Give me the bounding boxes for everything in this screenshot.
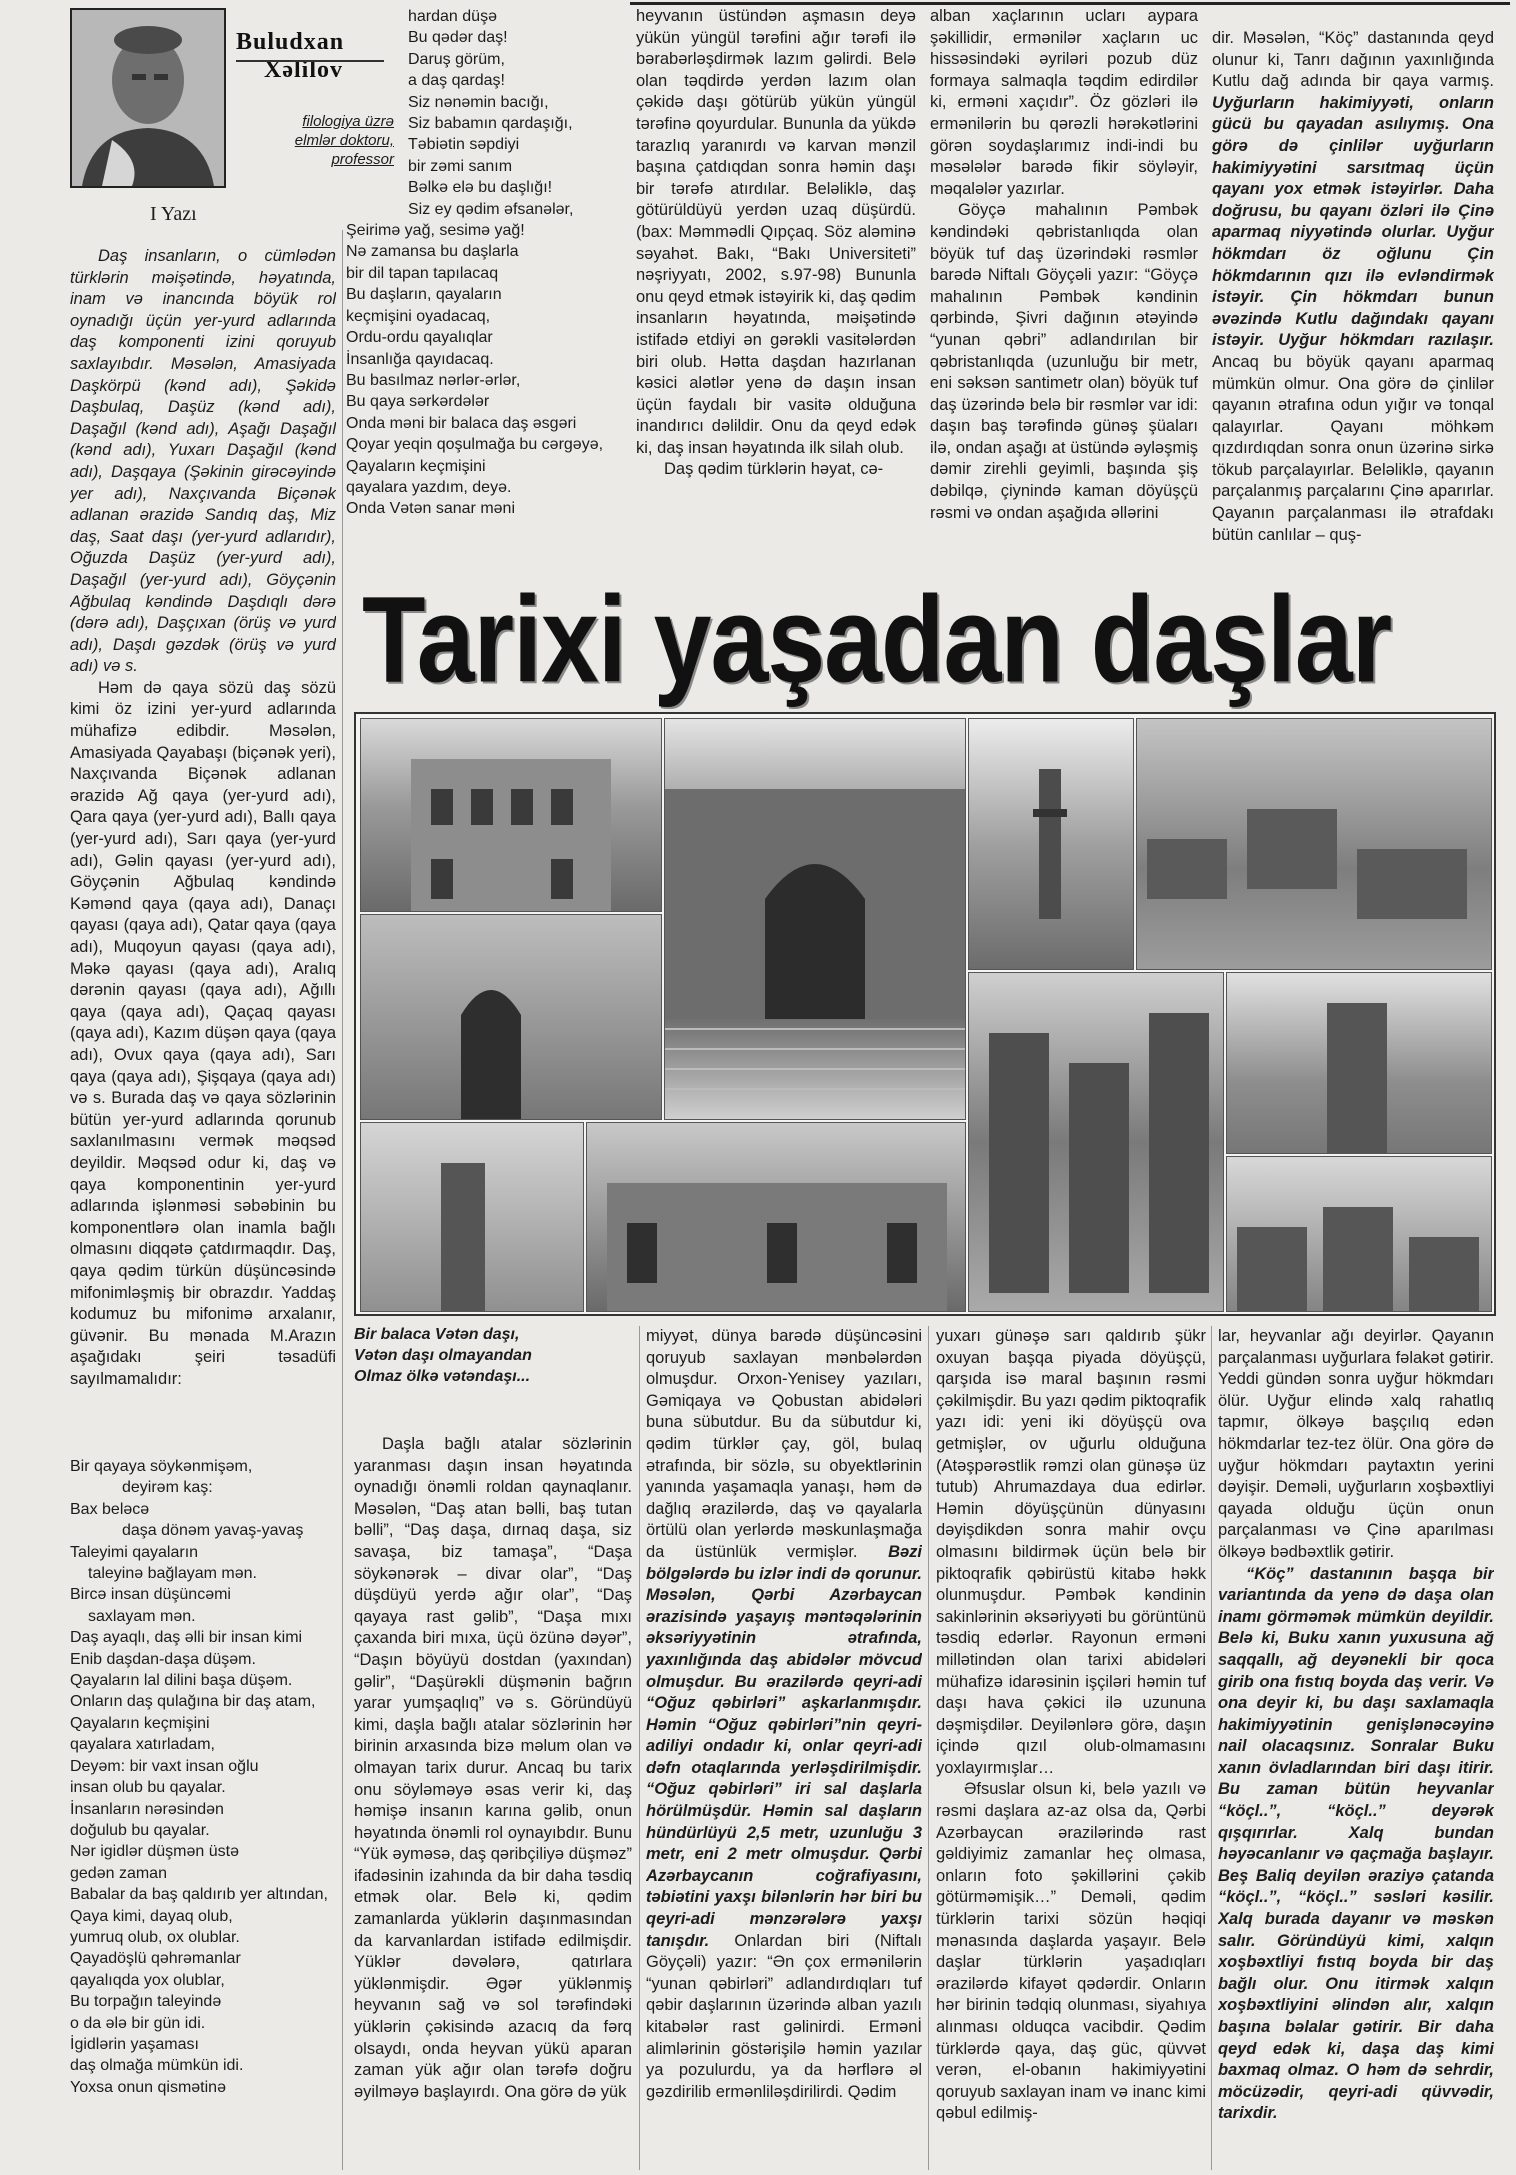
poem-line: Daş ayaqlı, daş əlli bir insan kimi <box>70 1629 303 1647</box>
poem-line: Qayaların keçmişini <box>70 1714 210 1732</box>
poem-line: o da ələ bir gün idi. <box>70 2014 206 2032</box>
poem-line: Təbiətin səpdiyi <box>408 136 520 154</box>
col3b-text-end: Onlardan biri (Niftalı Göyçəli) yazır: “Ən çox ermənilərin “yunan qəbirləri” adlandırdıqları tuf qəbir daşlarının üzərində alban yazılı kitabələr rast gəlinirdi. Ermənİ alimlərinin göstərişilə həmin yazılar ya pozulurdu, ya da hərflərə əl gəzdirilib ermənliləşdirilirdi. Qədim <box>646 1931 922 2101</box>
col3b-text-a: miyyət, dünya barədə düşüncəsini qoruyub saxlayan mənbələrdən olmuşdur. Orxon-Yenisey yazıları, Gəmiqaya və Qobustan abidələri buna sübutdur. Bu da sübutdur ki, qədim türklər çay, göl, bulaq ətrafında, bir sözlə, su obyektlərinin yanında yaşamaqla yanaşı, həm də dağlıq ərazilərdə, daş və qayalarla örtülü olan yerlərdə məskunlaşmağa da üstünlük vermişlər. <box>646 1327 922 1561</box>
poem-line: Babalar da baş qaldırıb yer altından, <box>70 1886 328 1904</box>
poem-line: yumruq olub, ox olublar. <box>70 1928 240 1946</box>
col3-paragraph-2: Daş qədim türklərin həyat, cə- <box>664 460 884 479</box>
column-5-top-text <box>1212 28 1494 548</box>
photo-caption <box>354 1324 654 1387</box>
poem-line: doğulub bu qayalar. <box>70 1821 210 1839</box>
poem-line: Şeirimə yağ, sesimə yağ! <box>346 222 525 240</box>
col1-paragraph-2: Həm də qaya sözü daş sözü kimi öz izini yer-yurd adlarında mühafizə edibdir. Məsələn, Amasiyada Qayabaşı (biçənək yeri), Naxçıvanda Biçənək adlanan ərazidə Ağ qaya (yer-yurd adı), Qara qaya (yer-yurd adı), Ballı qaya (yer-yurd adı), Sarı qaya (yer-yurd adı), Gəlin qayası (yer-yurd adı), Göyçənin Ağbulaq kəndində Kəmənd qaya (qaya adı), Danaçı qayası (qaya adı), Qatar qaya (qaya adı), Muqoyun qayası (qaya adı), Məkə qayası (qaya adı), Aralıq dərənin qayası (qaya adı), Ağıllı qaya (qaya adı), Qaçaq qayası (qaya adı), Kazım düşən qaya (qaya adı), Ovux qaya (qaya adı), Sarı qaya (qaya adı), Şişqaya (qaya adı) və s. Burada daş və qaya sözlərinin bütün yer-yurd adlarında qorunub saxlanılmasını vermək məqsəd deyildir. Məqsəd odur ki, daş və qaya komponentinin yer-yurd adlarında işlənməsi səbəbinin bu komponentlərə olan inamla bağlı olmasını diqqətə çatdırmaqdır. Daş, qaya qədim türkün düşüncəsində mifonimləşmiş bir obrazdır. Yaddaş kodumuz bu mifonimə arxalanır, güvənir. Bu mənada M.Arazın aşağıdakı şeiri təsadüfi sayılmamalıdır: <box>70 678 336 1388</box>
caption-line: Vətən daşı olmayandan <box>354 1347 532 1364</box>
minaret-icon <box>969 719 1133 969</box>
series-label: I Yazı <box>150 203 197 225</box>
poem-line: Bəlkə elə bu daşlığı! <box>408 179 553 197</box>
column-rule <box>639 1326 640 2170</box>
photo-gate <box>664 718 966 1120</box>
poem-line: Bu daşların, qayaların <box>346 286 502 304</box>
headline: Tarixi yaşadan daşlar <box>362 571 1392 709</box>
photo-round-tower <box>360 1122 584 1312</box>
photo-city-buildings <box>968 972 1224 1312</box>
col5b-paragraph-2: “Köç” dastanının başqa bir variantında da yenə də daşa olan inamı görməmək mümkün deyildir. Belə ki, Buku xanın yuxusuna ağ saqqallı, ağ deyənekli bir qoca girib ona fıstıq boyda daş verir. Və ona deyir ki, bu daşı saxlamaqla hakimiyyətinin genişlənəcəyinə nail olacaqsınız. Sonralar Buku xanın övladlarından biri daşı itirir. Bu zaman bütün heyvanlar “köçl..”, “köçl..” deyərək qışqırırlar. Xalq bundan həyəcanlanır və qaçmağa başlayır. Beş Baliq deyilən əraziyə çatanda “köçl..”, “köçl..” səsləri kəsilir. Xalq burada dayanır və məskən salır. Göründüyü kimi, xalqın xoşbəxtliyi fıstıq boyda bir daş bağlı olur. Onu itirmək xalqın xoşbəxtliyini əlindən alır, xalqın başına bəlalar gətirir. Bir daha qeyd edək ki, daşa daş kimi baxmaq olmaz. O həm də sehrdir, möcüzədir, qeyri-adi qüvvədir, tarixdir. <box>1218 1564 1494 2123</box>
poem-line: saxlayam mən. <box>88 1607 196 1625</box>
poem-line: Nə zamansa bu daşlarla <box>346 243 519 261</box>
column-5-bottom-text <box>1218 1326 1494 2168</box>
skyline-icon <box>1227 1157 1491 1311</box>
poem-line: hardan düşə <box>408 8 497 25</box>
poem-line: Ordu-ordu qayalıqlar <box>346 329 493 347</box>
poem-line: Taleyimi qayaların <box>70 1543 199 1561</box>
gate-icon <box>665 719 965 1119</box>
poem-line: Siz babamın qardaşığı, <box>408 115 573 133</box>
poem-line: Bu qədər daş! <box>408 29 508 47</box>
column-3-top-text <box>636 6 916 546</box>
poem-line: keçmişini oyadacaq, <box>346 307 491 325</box>
col3-paragraph-1: heyvanın üstündən aşmasın deyə yükün yüngül tərəfini ağır tərəfi ilə bərabərləşdirmək lazım gəlirdi. Belə olan təqdirdə yerdən lazım olan çəkidə daşı götürüb yükün yüngül tərəfinə qoyurdular. Bununla da yükdə tarazlıq yaranırdı və karvan mənzil başına çatdıqdan sonra həmin daşı bir tərəfə atırdılar. Beləliklə, daş götürüldüyü yerdən uzaq düşürdü. (bax: Məmmədli Qıpçaq. Söz aləminə səyahət. Bakı, “Bakı Universiteti” nəşriyyatı, 2002, s.97-98) Bununla onu qeyd etmək istəyirik ki, daş qədim insanların həyatında, məişətində istifadə etdiyi ən gərəkli vasitələrdən biri olub. Hətta daşdan hazırlanan kəsici alətlər yenə də daşın insan üçün faydalı bir vasitə olduğuna inandırıcı dəlildir. Onu da qeyd edək ki, daş insan həyatında ilk silah olub. <box>636 7 916 457</box>
column-4-top-text <box>930 6 1198 546</box>
poem-line: Bir qayaya söykənmişəm, <box>70 1458 253 1475</box>
poem-line: Bircə insan düşüncəmi <box>70 1586 231 1604</box>
poem-line: bir zəmi sanım <box>408 157 513 175</box>
poem-line: daş olmağa mümkün idi. <box>70 2057 244 2075</box>
author-title-line2: elmlər doktoru, <box>294 132 394 149</box>
poem-line: Siz nənəmin bacığı, <box>408 93 549 111</box>
arch-icon <box>361 915 661 1119</box>
caption-line: Bir balaca Vətən daşı, <box>354 1326 520 1343</box>
author-portrait-icon <box>72 10 224 186</box>
column-rule <box>1211 1326 1212 2170</box>
col4-paragraph-2: Göyçə mahalının Pəmbək kəndindəki qəbristanlıqda olan böyük tuf daş üzərindəki rəsmlər barədə Niftalı Göyçəli yazır: “Göyçə mahalının Pəmbək kəndinin qərbində, Şivri dağının ətəyində “yunan qəbri” adlandırılan bir qəbristanlıqda (uzunluğu bir metr, eni səksən santimetr olan) böyük tuf daş üzərində belə bir rəsmlər var idi: daşın baş tərəfində günəş şüaları ilə, ondan aşağı at üstündə əyləşmiş dəmir zirehli geyimli, başında şiş dəbilqə, çiynində kaman döyüşçü rəsmi və ondan aşağıda əllərini <box>930 201 1198 522</box>
photo-maiden-tower <box>1226 972 1492 1154</box>
caption-line: Olmaz ölkə vətəndaşı... <box>354 1368 531 1385</box>
poem-line: Qayaların lal dilini başa düşəm. <box>70 1672 293 1690</box>
photo-building-1 <box>360 718 662 912</box>
col2-atalar-paragraph: Daşla bağlı atalar sözlərinin yaranması daşın insan həyatında oynadığı önəmli roldan qaynaqlanır. Məsələn, “Daş atan bəlli, baş tutan bəlli”, “Daş daşa, dırnaq daşa, siz savaşa, biz tamaşa”, “Daşa söykənərək – divar olar”, “Daş düşdüyü yerdə ağır olar”, “Daş qayaya rast gəlib”, “Daşa mıxı çaxanda biri mıxa, üçü özünə dəyər”, “Daşın böyüyü dostdan (yaxından) gəlir”, “Daşürəkli düşmənin bağrın yarar yumşaqlıq” və s. Göründüyü kimi, daşla bağlı atalar sözlərinin hər birinin arxasında bizə məlum olan və olmayan tarix durur. Ancaq bu tarix onu söyləməyə əsas verir ki, daş həmişə insanın karına gəlib, onun həyatında önəmli rol oynayıbdır. Bunu “Yük əyməsə, daş qəribçiliyə düşməz” ifadəsinin izahında da bir daha təsdiq etmək olar. Belə ki, qədim zamanlarda yüklərin daşınmasından da karvanlardan istifadə edilmişdir. Yüklər dəvələrə, qatırlara yüklənmişdir. Əgər yüklənmiş heyvanın sağ və sol tərəfindəki yüklərin çəkisində azacıq da fərq olsaydı, onda heyvan yükü aparan zaman yük ağır olan tərəfə doğru əyilməyə başlayırdı. Ona görə də yük <box>354 1435 632 2101</box>
poem-line: Bax beləcə <box>70 1500 150 1518</box>
poem-line: Deyəm: bir vaxt insan oğlu <box>70 1757 259 1775</box>
poem-line: Qayaların keçmişini <box>346 457 486 475</box>
poem-line: deyirəm kaş: <box>122 1479 213 1497</box>
photo-collage <box>354 712 1496 1316</box>
round-tower-icon <box>361 1123 583 1311</box>
poem-line: bir dil tapan tapılacaq <box>346 264 499 282</box>
col4b-paragraph-1: yuxarı günəşə sarı qaldırıb şükr oxuyan başqa piyada döyüşçü, qarşıda isə maral başının rəsmi çəkilmişdir. Bu yazı qədim piktoqrafik yazı idi: yeni iki döyüşçü ova getmişlər, ov uğurlu olduğuna (Atəşpərəstlik rəmzi olan günəşə üz tutub) Ahrumazdaya dua edirlər. Həmin döyüşçünün dünyasını dəyişdikdən sonra mahir ovçu olmasını bildirmək üçün belə bir piktoqrafik qəbirüstü kitabə həkk olunmuşdur. Pəmbək kəndinin sakinlərinin əksəriyyəti bu görüntünü təsdiq edərlər. Rayonun erməni millətindən olan tarixi abidələri mühafizə idarəsinin işçiləri həmin tuf daşı hava çəkici ilə uzununa dəşmişdilər. Deyilənlərə görə, daşın içində qızıl olub-olmamasını yoxlayırmışlar… <box>936 1327 1206 1777</box>
column-3-bottom-text <box>646 1326 922 2168</box>
poem-line: Onda Vətən sanar məni <box>346 500 515 518</box>
col5-text-a: dir. Məsələn, “Köç” dastanında qeyd olunur ki, Tanrı dağının yaxınlığında Kutlu dağ adında bir qaya varmış. <box>1212 29 1494 91</box>
author-name-line2: Xəlilov <box>264 57 343 83</box>
col5b-paragraph-1: lar, heyvanlar ağı deyirlər. Qayanın parçalanması uyğurlara fəlakət gətirir. Yeddi gündən sonra uyğur hökmdarı ölür. Uyğur elində xalq rahatlıq tapmır, ölkəyə başçılıq edən hökmdarlar tez-tez ölür. Ona görə də uyğur hökmdarı paytaxtın yerini dəyişir. Deməli, uyğurların xoşbəxtliyi qayada olduğu üçün onun parçalanması və Çinə aparılması ölkəyə bədbəxtlik gətirir. <box>1218 1327 1494 1561</box>
top-rule <box>630 2 1510 5</box>
column-rule <box>928 1326 929 2170</box>
poem-line: İnsanların nərəsindən <box>70 1800 224 1818</box>
poem-part-1 <box>70 1456 350 2168</box>
poem-line: daşa dönəm yavaş-yavaş <box>122 1522 304 1540</box>
poem-line: Qayadöşlü qəhrəmanlar <box>70 1950 241 1968</box>
poem-line: qayalıqda yox olublar, <box>70 1971 225 1989</box>
col5-text-b: Uyğurların hakimiyyəti, onların gücü bu qayadan asılıymış. Ona görə də çinlilər uyğurların hakimiyyətini sarsıtmaq üçün qayanı yox etmək istəyirlər. Daha doğrusu, bu qayanı özləri ilə Çinə aparmaq niyyətində olurlar. Uyğur hökmdarı öz oğlunu Çin hökmdarının qızı ilə evləndirmək istəyir. Çin hökmdarı bunun əvəzində Kutlu dağındakı qayanı istəyir. Uyğur hökmdarı razılaşır. <box>1212 93 1494 350</box>
poem-line: qayalara xatırladam, <box>70 1736 215 1754</box>
author-title-line3: professor <box>331 151 394 168</box>
poem-line: Onların daş qulağına bir daş atam, <box>70 1693 316 1711</box>
poem-line: Bu basılmaz nərlər-ərlər, <box>346 371 521 389</box>
column-2-bottom-text <box>354 1434 632 2168</box>
column-4-bottom-text <box>936 1326 1206 2168</box>
poem-line: Daruş görüm, <box>408 50 505 68</box>
poem-line: Enib daşdan-daşa düşəm. <box>70 1650 256 1668</box>
palace-icon <box>587 1123 965 1311</box>
column-1-text <box>70 246 336 1446</box>
poem-line: Yoxsa onun qismətinə <box>70 2078 226 2096</box>
photo-arched-portal <box>360 914 662 1120</box>
building-icon <box>361 719 661 911</box>
poem-line: qayalara yazdım, deyə. <box>346 478 512 496</box>
col5-text-c: Ancaq bu böyük qayanı aparmaq mümkün olmur. Ona görə də çinlilər qayanın ətrafına odun yığır və tonqal qalayırlar. Qayanı möhkəm qızdırdıqdan sonra onun üzərinə sirkə tökub parçalayırlar. Beləliklə, qayanın parçalanmış parçalarını Çinə aparırlar. Qayanın parçalanması ilə ətrafdakı bütün canlılar – quş- <box>1212 352 1494 544</box>
poem-line: Siz ey qədim əfsanələr, <box>408 200 574 218</box>
poem-line: İgidlərin yaşaması <box>70 2035 199 2053</box>
author-photo <box>70 8 226 188</box>
poem-line: Nər igidlər düşmən üstə <box>70 1843 239 1861</box>
col4b-paragraph-2: Əfsuslar olsun ki, belə yazılı və rəsmi daşlara az-az olsa da, Qərbi Azərbaycan ərazilərində rast gəldiyimiz zamanlar heç olmasa, onların foto şəkillərini çəkib götürməmişik…” Deməli, qədim türklərin tarixi sözün həqiqi mənasında daşlarda yaşayır. Belə daşlar türklərin yaşadıqları ərazilərdə kifayət qədərdir. Onların hər birinin tədqiq olunması, siyahıya alınması olduqca vacibdir. Qədim türklərdə qaya, daş güc, qüvvət verən, el-obanın hakimiyyətini qoruyub saxlayan inam və inanc kimi qəbul edilmiş- <box>936 1780 1206 2123</box>
col4-paragraph-1: alban xaçlarının ucları aypara şəkillidir, ermənilər xaçların uc hissəsindəki əyriləri pozub düz formaya salmaqla təqdim edirdilər ki, erməni xaçıdır”. Öz gözləri ilə ermənilərin bu qərəzli hərəkətlərini görən soydaşlarımız indi-indi bu məsələlər barədə fikir söyləyir, məqalələr yazırlar. <box>930 7 1198 198</box>
author-name-line1: Buludxan <box>236 29 345 55</box>
poem-line: gedən zaman <box>70 1864 167 1882</box>
photo-old-city-aerial <box>1136 718 1492 970</box>
poem-line: taleyinə bağlayam mən. <box>88 1565 257 1583</box>
poem-line: insan olub bu qayalar. <box>70 1779 226 1797</box>
poem-line: Qoyar yeqin qoşulmağa bu cərgəyə, <box>346 436 604 454</box>
photo-minaret <box>968 718 1134 970</box>
col3b-text-bold: Bəzi bölgələrdə bu izlər indi də qorunur. Məsələn, Qərbi Azərbaycan ərazisində yaşayış məntəqələrinin əksəriyyətinin ətrafında, yaxınlığında daş abidələr mövcud olmuşdur. Bu ərazilərdə qeyri-adi “Oğuz qəbirləri” aşkarlanmışdır. Həmin “Oğuz qəbirləri”nin qeyri-adiliyi ondadır ki, onlar qeyri-adi dəfn otaqlarında yerləşdirilmişdir. “Oğuz qəbirləri” iri sal daşlarla hörülmüşdür. Həmin sal daşların hündürlüyü 2,5 metr, uzunluğu 3 metr, eni 2 metr olmuşdur. Qərbi Azərbaycanın coğrafiyasını, təbiətini yaxşı bilənlərin hər biri bu qeyri-adi mənzərələrə yaxşı tanışdır. <box>646 1542 922 1950</box>
photo-embankment <box>1226 1156 1492 1312</box>
author-title-line1: filologiya üzrə <box>302 113 394 130</box>
poem-line: Bu qaya sərkərdələr <box>346 393 490 411</box>
tower-icon <box>1227 973 1491 1153</box>
photo-palace-courtyard <box>586 1122 966 1312</box>
column-rule <box>342 230 343 2170</box>
poem-part-2 <box>346 6 636 526</box>
poem-line: Qaya kimi, dayaq olub, <box>70 1907 233 1925</box>
poem-line: Onda məni bir balaca daş əsgəri <box>346 414 577 432</box>
poem-line: a daş qardaş! <box>408 72 505 90</box>
rooftops-icon <box>1137 719 1491 969</box>
poem-line: İnsanlığa qayıdacaq. <box>346 350 494 368</box>
poem-line: Bu torpağın taleyində <box>70 1993 222 2011</box>
buildings-icon <box>969 973 1223 1311</box>
col1-paragraph-1: Daş insanların, o cümlədən türklərin məişətində, həyatında, inam və inancında böyük rol oynadığı üçün yer-yurd adlarında daş komponenti izini qoruyub saxlayıbdır. Məsələn, Amasiyada Daşkörpü (kənd adı), Şəkidə Daşbulaq, Daşüz (kənd adı), Daşağıl (kənd adı), Aşağı Daşağıl (kənd adı), Yuxarı Daşağıl (kənd adı), Daşqaya (Şəkinin girəcəyində yer adı), Naxçıvanda Biçənək adlanan ərazidə Sandıq daş, Miz daş, Saat daşı (yer-yurd adlarıdır), Oğuzda Daşüz (yer-yurd adı), Daşağıl (yer-yurd adı), Göyçənin Ağbulaq kəndində Daşdıqlı dərə (dərə adı), Daşçıxan (örüş və yurd adı), Daşdı gəzdək (örüş və yurd adı) və s. <box>70 247 336 676</box>
